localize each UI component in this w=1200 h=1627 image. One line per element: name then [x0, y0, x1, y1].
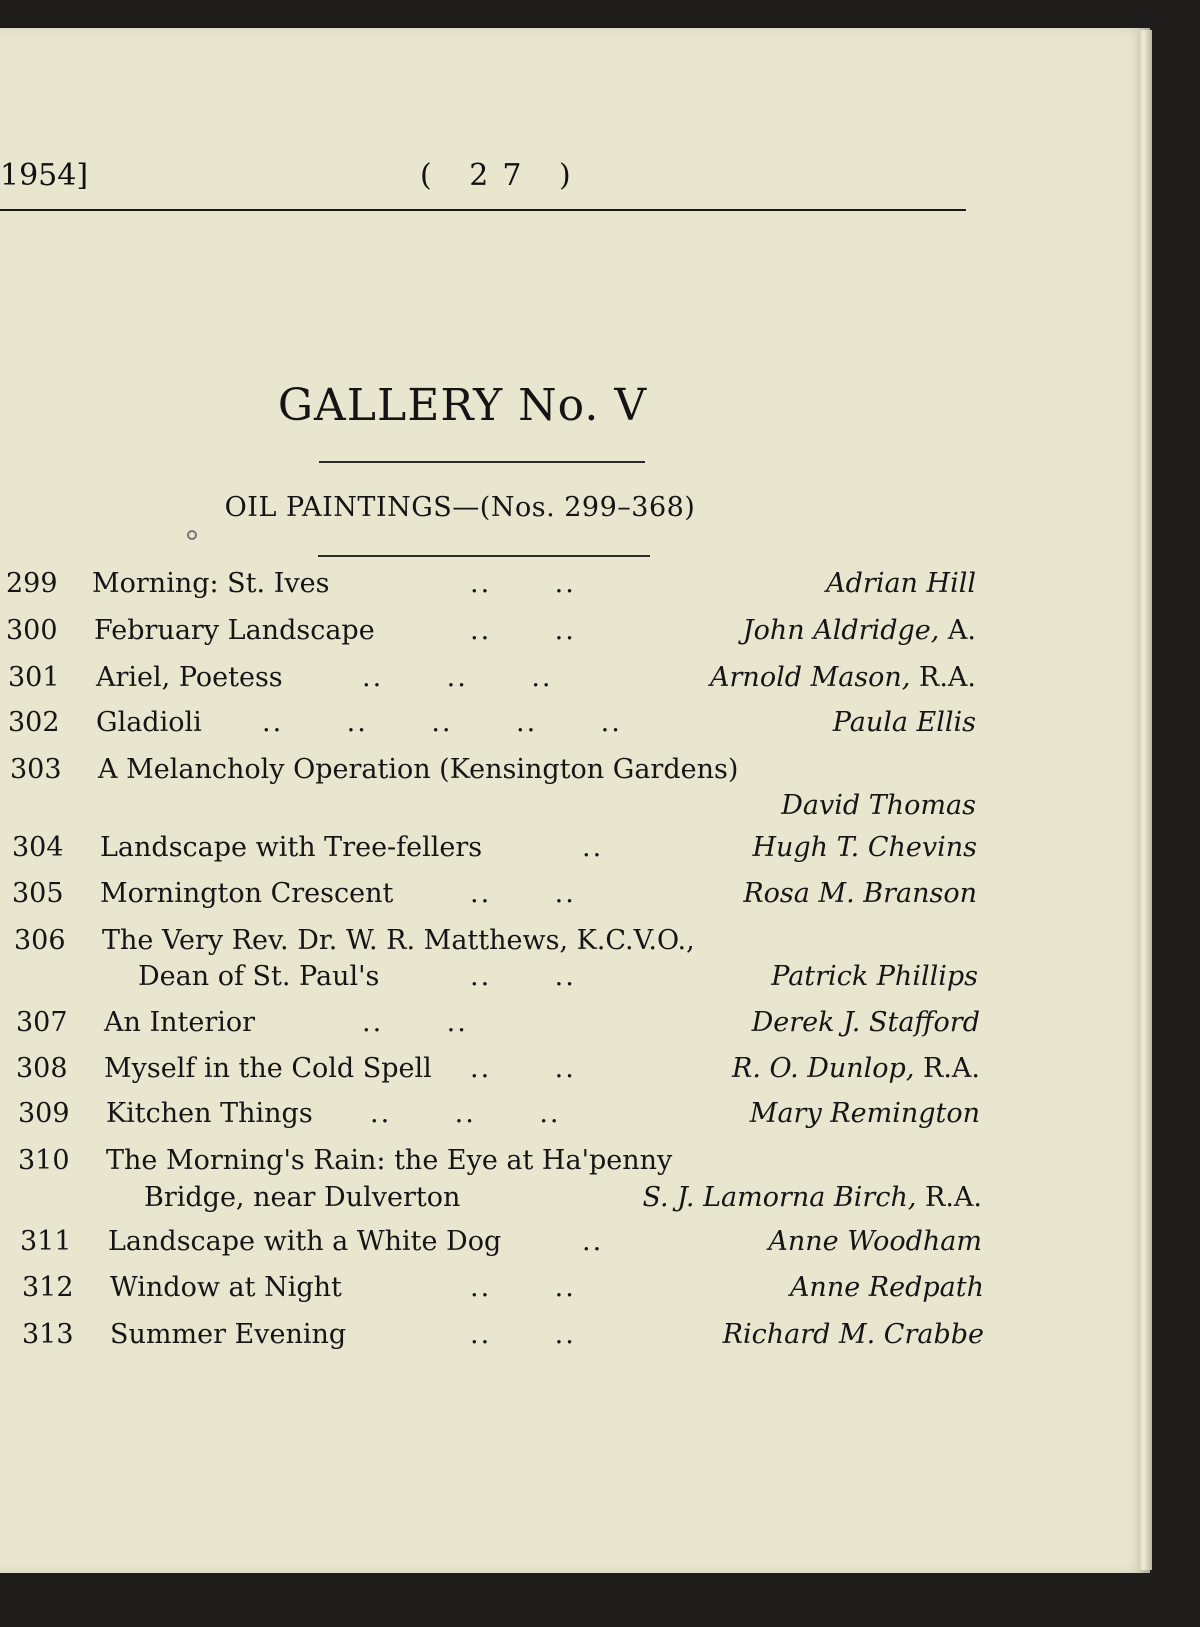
entry-number: 302	[8, 707, 60, 738]
catalogue-entry	[22, 1268, 984, 1308]
running-header	[0, 158, 966, 198]
leader-dots: .. ..	[470, 1319, 576, 1350]
entry-artist	[743, 611, 976, 651]
entry-artist	[771, 957, 978, 997]
entry-artist	[826, 564, 976, 604]
artist-suffix: R.A.	[916, 1182, 982, 1213]
artist-suffix: R.A.	[910, 662, 976, 693]
catalogue-entry	[14, 957, 978, 997]
entry-title: Ariel, Poetess	[96, 662, 283, 693]
entry-number: 312	[22, 1272, 74, 1303]
entry-number: 304	[12, 832, 64, 863]
entry-number: 307	[16, 1007, 68, 1038]
artist-name: John Aldridge,	[742, 615, 940, 646]
leader-dots: .. ..	[470, 1272, 576, 1303]
header-rule	[0, 209, 966, 211]
catalogue-entry	[8, 658, 976, 698]
entry-artist	[752, 1003, 980, 1043]
catalogue-entry	[14, 921, 978, 961]
catalogue-entry	[6, 564, 976, 604]
leader-dots: .. ..	[470, 878, 576, 909]
entry-title: An Interior	[104, 1007, 256, 1038]
leader-dots: .. ..	[470, 961, 576, 992]
artist-name: Paula Ellis	[832, 707, 976, 738]
entry-title: Kitchen Things	[106, 1098, 313, 1129]
catalogue-entry	[6, 611, 976, 651]
artist-name: Mary Remington	[749, 1098, 980, 1129]
leader-dots: .. .. ..	[362, 662, 553, 693]
entry-title: The Very Rev. Dr. W. R. Matthews, K.C.V.O.,	[102, 925, 695, 956]
title-rule-top	[319, 461, 645, 463]
catalogue-entry	[10, 786, 976, 826]
artist-name: David Thomas	[781, 790, 976, 821]
artist-name: Rosa M. Branson	[743, 878, 977, 909]
title-rule-bottom	[318, 555, 650, 557]
entry-number: 301	[8, 662, 60, 693]
page-edge	[1138, 30, 1152, 1570]
entry-title: February Landscape	[94, 615, 375, 646]
entry-title: Myself in the Cold Spell	[104, 1053, 432, 1084]
entry-artist	[768, 1222, 982, 1262]
entry-artist	[781, 786, 976, 826]
catalogue-entry	[12, 874, 977, 914]
leader-dots: .. .. ..	[370, 1098, 561, 1129]
entry-title: Mornington Crescent	[100, 878, 394, 909]
leader-dots: .. ..	[470, 568, 576, 599]
leader-dots: ..	[582, 832, 604, 863]
artist-name: R. O. Dunlop,	[732, 1053, 915, 1084]
pencil-mark	[187, 530, 197, 540]
entry-artist	[732, 1049, 980, 1089]
catalogue-entry	[16, 1003, 980, 1043]
leader-dots: .. ..	[362, 1007, 468, 1038]
entry-title: Landscape with a White Dog	[108, 1226, 502, 1257]
catalogue-entry	[18, 1141, 980, 1181]
artist-name: Richard M. Crabbe	[722, 1319, 984, 1350]
artist-suffix: A.	[939, 615, 976, 646]
catalogue-entry	[18, 1178, 982, 1218]
entry-number: 306	[14, 925, 66, 956]
header-year: 1954]	[0, 158, 89, 193]
entry-number: 308	[16, 1053, 68, 1084]
artist-name: Adrian Hill	[826, 568, 976, 599]
entry-number: 305	[12, 878, 64, 909]
artist-name: S. J. Lamorna Birch,	[642, 1182, 917, 1213]
entry-number: 311	[20, 1226, 72, 1257]
catalogue-page	[0, 28, 1150, 1573]
leader-dots: .. .. .. .. ..	[262, 707, 622, 738]
catalogue-entry	[10, 750, 976, 790]
entry-number: 300	[6, 615, 58, 646]
entry-artist	[752, 828, 977, 868]
artist-name: Patrick Phillips	[771, 961, 978, 992]
entry-number: 309	[18, 1098, 70, 1129]
entry-number: 310	[18, 1145, 70, 1176]
artist-name: Derek J. Stafford	[751, 1007, 980, 1038]
leader-dots: .. ..	[470, 615, 576, 646]
entry-title: Morning: St. Ives	[92, 568, 330, 599]
section-subtitle: OIL PAINTINGS—(Nos. 299–368)	[224, 492, 696, 523]
entry-title: The Morning's Rain: the Eye at Ha'penny	[106, 1145, 673, 1176]
entry-artist	[743, 874, 977, 914]
catalogue-entry	[12, 828, 977, 868]
catalogue-entry	[8, 703, 976, 743]
entry-number: 303	[10, 754, 62, 785]
leader-dots: ..	[582, 1226, 604, 1257]
catalogue-entry	[20, 1222, 982, 1262]
catalogue-entry	[22, 1315, 984, 1355]
entry-title: Bridge, near Dulverton	[144, 1182, 461, 1213]
leader-dots: .. ..	[470, 1053, 576, 1084]
entry-artist	[790, 1268, 984, 1308]
entry-title: Gladioli	[96, 707, 202, 738]
artist-name: Arnold Mason,	[710, 662, 911, 693]
entry-title: Dean of St. Paul's	[138, 961, 380, 992]
artist-name: Hugh T. Chevins	[752, 832, 977, 863]
entry-artist	[642, 1178, 982, 1218]
gallery-title: GALLERY No. V	[277, 380, 648, 431]
entry-artist	[710, 658, 976, 698]
artist-name: Anne Woodham	[768, 1226, 982, 1257]
entry-artist	[833, 703, 976, 743]
entry-number: 313	[22, 1319, 74, 1350]
entry-artist	[723, 1315, 984, 1355]
entry-title: Window at Night	[110, 1272, 342, 1303]
entry-title: Summer Evening	[110, 1319, 347, 1350]
artist-name: Anne Redpath	[789, 1272, 984, 1303]
catalogue-entry	[16, 1049, 980, 1089]
catalogue-entry	[18, 1094, 980, 1134]
artist-suffix: R.A.	[914, 1053, 980, 1084]
entry-number: 299	[6, 568, 58, 599]
page-number: ( 27 )	[420, 158, 585, 193]
entry-artist	[750, 1094, 980, 1134]
entry-title: A Melancholy Operation (Kensington Gardens)	[98, 754, 739, 785]
entry-title: Landscape with Tree-fellers	[100, 832, 483, 863]
